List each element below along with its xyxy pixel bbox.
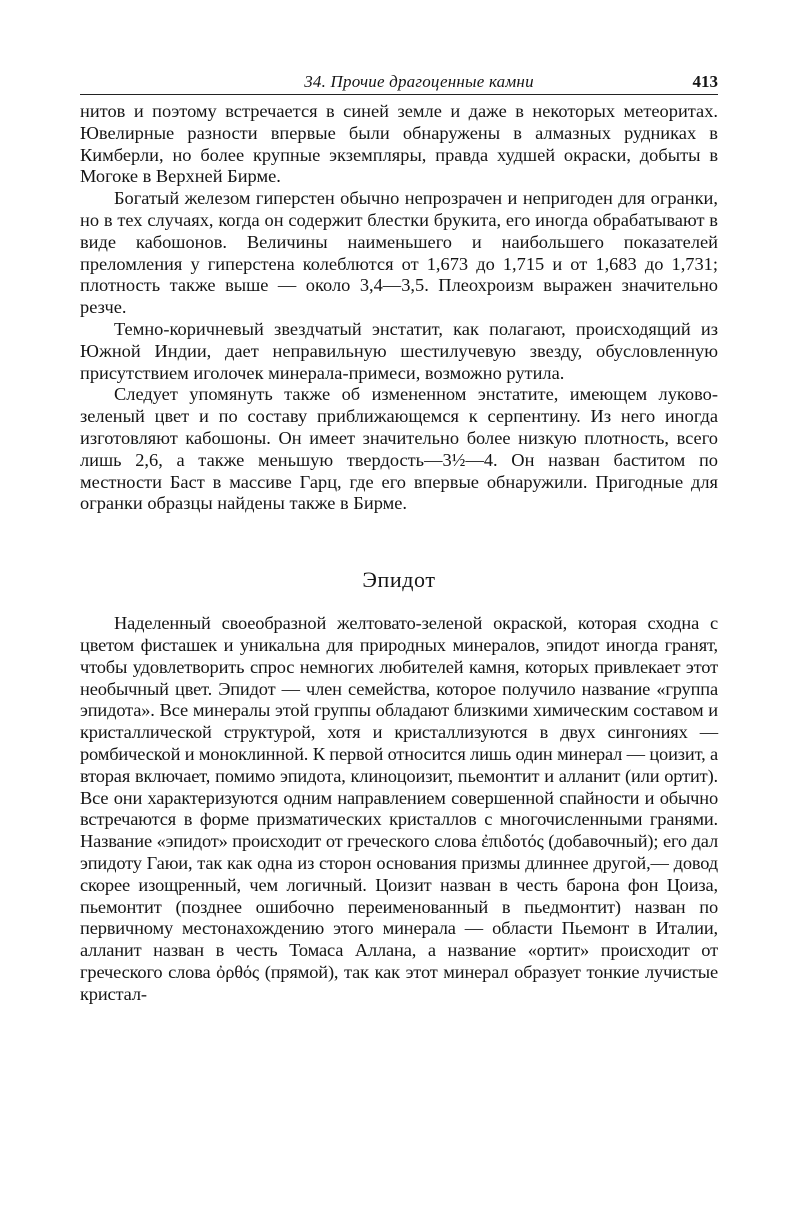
running-header — [80, 62, 718, 95]
body-text — [80, 101, 718, 1005]
paragraph-continuation: нитов и поэтому встречается в синей земле и даже в некоторых метеоритах. Ювелирные разности впервые были обнаружены в алмазных рудниках в Кимберли, но более крупные экземпляры, правда худшей окраски, добыты в Могоке в Верхней Бирме. — [80, 101, 718, 187]
book-page — [80, 62, 718, 1005]
paragraph-hypersthene: Богатый железом гиперстен обычно непрозрачен и непригоден для огранки, но в тех случаях, когда он содержит блестки брукита, его иногда обрабатывают в виде кабошонов. Величины наименьшего и наибольшего показателей преломления у гиперстена колеблются от 1,673 до 1,715 и от 1,683 до 1,731; плотность также выше — около 3,4—3,5. Плеохроизм выражен значительно резче. — [80, 188, 718, 318]
paragraph-star-enstatite: Темно-коричневый звездчатый энстатит, как полагают, происходящий из Южной Индии, дает неправильную шестилучевую звезду, обусловленную присутствием иголочек минерала-примеси, возможно рутила. — [80, 318, 718, 383]
paragraph-bastite: Следует упомянуть также об измененном энстатите, имеющем луково-зеленый цвет и по составу приближающемся к серпентину. Из него иногда изготовляют кабошоны. Он имеет значительно более низкую плотность, всего лишь 2,6, а также меньшую твердость—3½—4. Он назван баститом по местности Баст в массиве Гарц, где его впервые обнаружили. Пригодные для огранки образцы найдены также в Бирме. — [80, 384, 718, 514]
paragraph-epidote: Наделенный своеобразной желтовато-зеленой окраской, которая сходна с цветом фисташек и уникальна для природных минералов, эпидот иногда гранят, чтобы удовлетворить спрос немногих любителей камня, которых привлекает этот необычный цвет. Эпидот — член семейства, которое получило название «группа эпидота». Все минералы этой группы обладают близкими химическим составом и кристаллической структурой, хотя и кристаллизуются в двух сингониях — ромбической и моноклинной. К первой относится лишь один минерал — цоизит, а вторая включает, помимо эпидота, клиноцоизит, пьемонтит и алланит (или ортит). Все они характеризуются одним направлением совершенной спайности и обычно встречаются в форме призматических кристаллов с многочисленными гранями. Название «эпидот» происходит от греческого слова ἐπιδοτός (добавочный); его дал эпидоту Гаюи, так как одна из сторон основания призмы длиннее другой,— довод скорее изощренный, чем логичный. Цоизит назван в честь барона фон Цоиза, пьемонтит (позднее ошибочно переименованный в пьедмонтит) назван по первичному местонахождению этого минерала — области Пьемонт в Италии, алланит назван в честь Томаса Аллана, а название «ортит» происходит от греческого слова ὀρθός (прямой), так как этот минерал образует тонкие лучистые кристал- — [80, 613, 718, 1004]
section-heading: Эпидот — [362, 567, 436, 593]
page-number: 413 — [692, 72, 718, 91]
running-title: 34. Прочие драгоценные камни — [304, 72, 534, 91]
